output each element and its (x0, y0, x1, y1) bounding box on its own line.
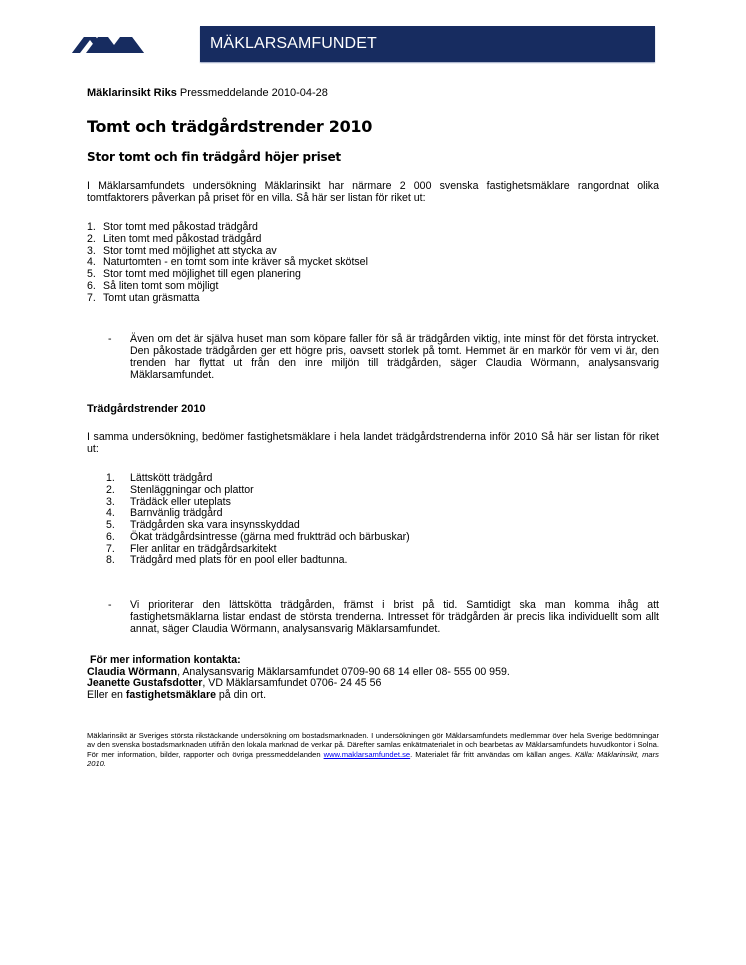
list-item: 5. Trädgården ska vara insynsskyddad (106, 519, 300, 531)
list-item: 1. Stor tomt med påkostad trädgård (87, 221, 258, 233)
contact-local-agent: Eller en fastighetsmäklare på din ort. (87, 688, 267, 701)
contact-heading: För mer information kontakta: (90, 654, 241, 666)
list-item: 7. Tomt utan gräsmatta (87, 291, 200, 304)
list-item: 7. Fler anlitar en trädgårdsarkitekt (106, 542, 277, 555)
header-banner (200, 26, 655, 62)
maklarsamfundet-logo-icon (72, 37, 144, 53)
contact-block (87, 655, 510, 701)
dash-bullet: - (108, 599, 112, 611)
section-heading-garden-trends: Trädgårdstrender 2010 (87, 403, 206, 415)
list-item: 4. Barnvänlig trädgård (106, 507, 223, 520)
meta-date: Pressmeddelande 2010-04-28 (176, 87, 328, 99)
contact-person-2: Jeanette Gustafsdotter, VD Mäklarsamfundet 0706- 24 45 56 (87, 677, 382, 689)
contact-person-1: Claudia Wörmann, Analysansvarig Mäklarsamfundet 0709-90 68 14 eller 08- 555 00 959. (87, 665, 510, 678)
list-item: 8. Trädgård med plats för en pool eller badtunna. (106, 554, 348, 567)
list-item: 5. Stor tomt med möjlighet till egen planering (87, 268, 301, 280)
organization-name: MÄKLARSAMFUNDET (210, 35, 377, 52)
list-item: 6. Ökat trädgårdsintresse (gärna med fruktträd och bärbuskar) (106, 530, 410, 543)
list-item: 2. Liten tomt med påkostad trädgård (87, 232, 262, 245)
press-release-meta (87, 87, 328, 99)
website-link[interactable]: www.maklarsamfundet.se (323, 749, 411, 759)
garden-trends-list (106, 473, 410, 567)
list-item: 3. Stor tomt med möjlighet att stycka av (87, 244, 277, 257)
list-item: 4. Naturtomten - en tomt som inte kräver så mycket skötsel (87, 256, 368, 269)
source-citation: Källa: Mäklarinsikt, mars 2010. (87, 749, 659, 769)
dash-bullet: - (108, 333, 112, 345)
meta-source: Mäklarinsikt Riks (87, 87, 177, 99)
quote-paragraph-1 (108, 334, 659, 382)
quote-text: Vi prioriterar den lättskötta trädgården, främst i brist på tid. Samtidigt ska man komma ihåg att fastighetsmäklarna listar endast de största trenderna. Intresset för trädgården är precis lika individuellt som allt annat, säger Claudia Wörmann, analysansvarig Mäklarsamfundet. (130, 599, 659, 635)
document-title: Tomt och trädgårdstrender 2010 (87, 117, 373, 136)
list-item: 6. Så liten tomt som möjligt (87, 279, 219, 292)
footer-disclaimer: Mäklarinsikt är Sveriges största rikstäckande undersökning om bostadsmarknaden. I undersökningen gör Mäklarsamfundets medlemmar över hela Sverige bedömningar av den svenska bostadsmarknaden utifrån den lokala marknad de verkar på. Därefter samlas enkätmaterialet in och bearbetas av Mäklarsamfundets huvudkontor i Solna. För mer information, bilder, rapporter och övriga pressmeddelanden www.maklarsamfundet.se. Materialet får fritt användas om källan anges. Källa: Mäklarinsikt, mars 2010. (87, 731, 659, 769)
document-subtitle: Stor tomt och fin trädgård höjer priset (87, 150, 341, 164)
quote-paragraph-2 (108, 600, 659, 636)
intro-paragraph: I Mäklarsamfundets undersökning Mäklarinsikt har närmare 2 000 svenska fastighetsmäklare rangordnat olika tomtfaktorers påverkan på priset för en villa. Så här ser listan för riket ut: (87, 180, 659, 205)
list-item: 1. Lättskött trädgård (106, 472, 213, 484)
section2-intro: I samma undersökning, bedömer fastighetsmäklare i hela landet trädgårdstrenderna inför 2010 Så här ser listan för riket ut: (87, 431, 659, 456)
list-item: 3. Trädäck eller uteplats (106, 495, 231, 508)
plot-factors-list (87, 222, 368, 304)
quote-text: Även om det är själva huset man som köpare faller för så är trädgården viktig, inte minst för det första intrycket. Den påkostade trädgården ger ett högre pris, oavsett storlek på tomt. Hemmet är en markör för vem vi är, den trenden har flyttat ut från den inre miljön till trädgården, säger Claudia Wörmann, analysansvarig Mäklarsamfundet. (130, 333, 659, 381)
list-item: 2. Stenläggningar och plattor (106, 483, 254, 496)
